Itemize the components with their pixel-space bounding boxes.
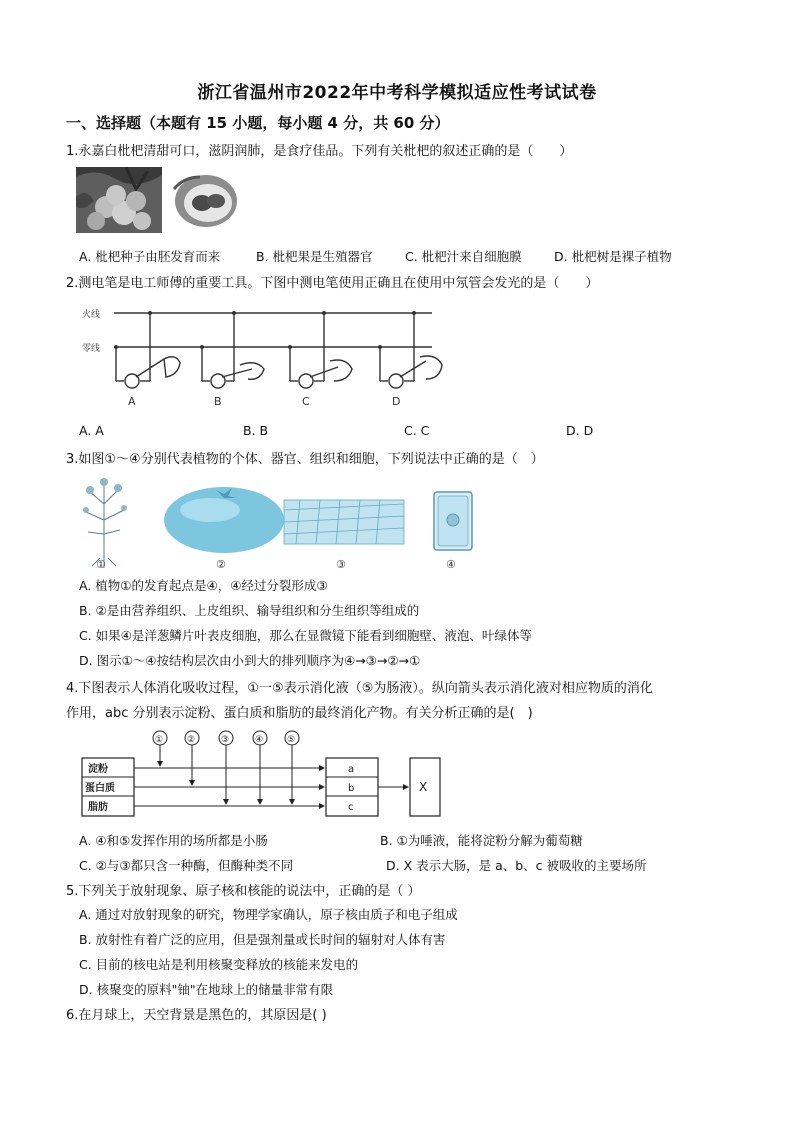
q3-option-d[interactable]: D. 图示①～④按结构层次由小到大的排列顺序为④→③→②→① bbox=[79, 653, 421, 668]
q2-option-d[interactable]: D. D bbox=[566, 423, 594, 438]
loquat-photo bbox=[76, 167, 162, 237]
circuit-svg bbox=[80, 303, 470, 413]
q4-option-c[interactable]: C. ②与③都只含一种酶，但酶种类不同 bbox=[79, 858, 294, 873]
question-4-stem-line1: 4.下图表示人体消化吸收过程，①一⑤表示消化液（⑤为肠液）。纵向箭头表示消化液对相应物质的消化 bbox=[66, 681, 653, 696]
question-2-stem: 2.测电笔是电工师傅的重要工具。下图中测电笔使用正确且在使用中氖管会发光的是（ ） bbox=[66, 276, 599, 291]
figure-label-4: ④ bbox=[446, 558, 456, 571]
q4-option-a[interactable]: A. ④和⑤发挥作用的场所都是小肠 bbox=[79, 833, 268, 848]
q5-option-a[interactable]: A. 通过对放射现象的研究，物理学家确认，原子核由质子和电子组成 bbox=[79, 907, 458, 922]
product-b: b bbox=[348, 783, 355, 794]
circuit-label-b: B bbox=[214, 395, 222, 408]
product-c: c bbox=[348, 802, 354, 813]
juice-label-3: ③ bbox=[221, 735, 230, 745]
section-heading: 一、选择题（本题有 15 小题，每小题 4 分，共 60 分） bbox=[66, 114, 450, 132]
juice-label-2: ② bbox=[187, 735, 196, 745]
question-1-stem: 1.永嘉白枇杷清甜可口，滋阴润肺，是食疗佳品。下列有关枇杷的叙述正确的是（ ） bbox=[66, 144, 573, 159]
q3-option-b[interactable]: B. ②是由营养组织、上皮组织、输导组织和分生组织等组成的 bbox=[79, 603, 420, 618]
plant-levels-svg bbox=[70, 474, 480, 572]
q4-option-d[interactable]: D. X 表示大肠，是 a、b、c 被吸收的主要场所 bbox=[386, 858, 647, 873]
q3-option-a[interactable]: A. 植物①的发育起点是④，④经过分裂形成③ bbox=[79, 578, 328, 593]
question-6-stem: 6.在月球上，天空背景是黑色的，其原因是( ) bbox=[66, 1008, 327, 1023]
figure-label-1: ① bbox=[96, 558, 106, 571]
q5-option-d[interactable]: D. 核聚变的原料"铀"在地球上的储量非常有限 bbox=[79, 982, 334, 997]
question-4-stem-line2: 作用，abc 分别表示淀粉、蛋白质和脂肪的最终消化产物。有关分析正确的是( ) bbox=[66, 706, 533, 721]
q1-option-a[interactable]: A. 枇杷种子由胚发育而来 bbox=[79, 249, 221, 264]
juice-label-4: ④ bbox=[255, 735, 264, 745]
substance-protein: 蛋白质 bbox=[85, 783, 115, 794]
q4-option-b[interactable]: B. ①为唾液，能将淀粉分解为葡萄糖 bbox=[380, 833, 583, 848]
loquat-fruit-image bbox=[76, 167, 162, 233]
figure-label-3: ③ bbox=[336, 558, 346, 571]
loquat-section-image bbox=[170, 169, 238, 231]
substance-starch: 淀粉 bbox=[88, 764, 108, 775]
question-3-stem: 3.如图①～④分别代表植物的个体、器官、组织和细胞，下列说法中正确的是（ ） bbox=[66, 452, 544, 467]
q5-option-c[interactable]: C. 目前的核电站是利用核聚变释放的核能来发电的 bbox=[79, 957, 359, 972]
digestion-diagram bbox=[80, 728, 450, 824]
substance-fat: 脂肪 bbox=[88, 802, 108, 813]
circuit-label-a: A bbox=[128, 395, 136, 408]
circuit-label-c: C bbox=[302, 395, 310, 408]
plant-levels-figure bbox=[70, 474, 480, 576]
juice-label-5: ⑤ bbox=[287, 735, 296, 745]
figure-label-2: ② bbox=[216, 558, 226, 571]
q1-option-b[interactable]: B. 枇杷果是生殖器官 bbox=[256, 249, 373, 264]
question-5-stem: 5.下列关于放射现象、原子核和核能的说法中，正确的是（ ） bbox=[66, 884, 421, 899]
q5-option-b[interactable]: B. 放射性有着广泛的应用，但是强剂量或长时间的辐射对人体有害 bbox=[79, 932, 446, 947]
digestion-svg bbox=[80, 728, 450, 820]
neutral-wire-label: 零线 bbox=[82, 344, 101, 354]
live-wire-label: 火线 bbox=[82, 310, 101, 320]
q2-option-c[interactable]: C. C bbox=[404, 423, 430, 438]
juice-label-1: ① bbox=[155, 735, 164, 745]
loquat-cut-photo bbox=[170, 169, 238, 235]
q1-option-c[interactable]: C. 枇杷汁来自细胞膜 bbox=[405, 249, 522, 264]
q2-option-a[interactable]: A. A bbox=[79, 423, 104, 438]
circuit-label-d: D bbox=[392, 395, 401, 408]
page-title: 浙江省温州市2022年中考科学模拟适应性考试试卷 bbox=[197, 83, 597, 103]
test-pen-circuit-diagram bbox=[80, 303, 470, 417]
organ-x: X bbox=[419, 780, 428, 794]
q3-option-c[interactable]: C. 如果④是洋葱鳞片叶表皮细胞，那么在显微镜下能看到细胞壁、液泡、叶绿体等 bbox=[79, 628, 532, 643]
q2-option-b[interactable]: B. B bbox=[243, 423, 269, 438]
product-a: a bbox=[348, 764, 355, 775]
q1-option-d[interactable]: D. 枇杷树是裸子植物 bbox=[554, 249, 672, 264]
